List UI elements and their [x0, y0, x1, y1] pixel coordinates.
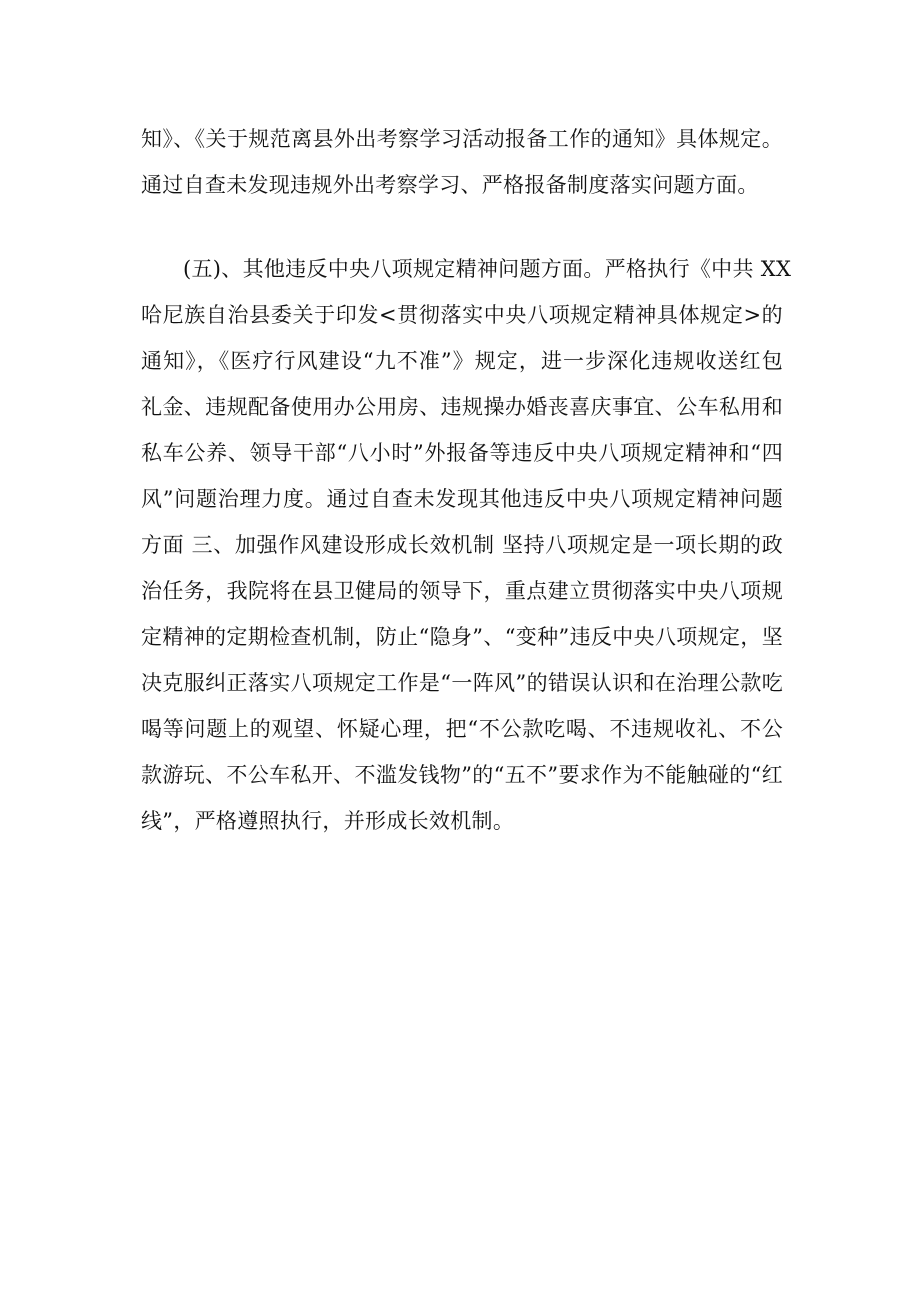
text-line: 通知》，《医疗行风建设“九不准”》规定，进一步深化违规收送红包 [141, 349, 783, 373]
document-body [141, 116, 792, 844]
text-line: 治任务，我院将在县卫健局的领导下，重点建立贯彻落实中央八项规 [141, 579, 783, 603]
text-line: 礼金、违规配备使用办公用房、违规操办婚丧喜庆事宜、公车私用和 [141, 395, 783, 419]
text-line: 哈尼族自治县委关于印发<贯彻落实中央八项规定精神具体规定>的 [141, 303, 783, 327]
text-line: 决克服纠正落实八项规定工作是“一阵风”的错误认识和在治理公款吃 [141, 671, 783, 695]
text-line: (五)、其他违反中央八项规定精神问题方面。严格执行《中共 XX [183, 257, 792, 281]
text-line: 款游玩、不公车私开、不滥发钱物”的“五不”要求作为不能触碰的“红 [141, 763, 783, 787]
paragraph-gap [141, 208, 783, 246]
text-line: 定精神的定期检查机制，防止“隐身”、“变种”违反中央八项规定，坚 [141, 625, 783, 649]
paragraph-inspection-study [141, 116, 783, 208]
text-line: 通过自查未发现违规外出考察学习、严格报备制度落实问题方面。 [141, 173, 759, 197]
text-line: 知》、《关于规范离县外出考察学习活动报备工作的通知》具体规定。 [141, 127, 783, 151]
text-line: 线”，严格遵照执行，并形成长效机制。 [141, 809, 515, 833]
text-line: 风”问题治理力度。通过自查未发现其他违反中央八项规定精神问题 [141, 487, 783, 511]
text-line: 方面 三、加强作风建设形成长效机制 坚持八项规定是一项长期的政 [141, 533, 783, 557]
paragraph-other-violations [141, 246, 792, 844]
text-line: 私车公养、领导干部“八小时”外报备等违反中央八项规定精神和“四 [141, 441, 783, 465]
text-line: 喝等问题上的观望、怀疑心理，把“不公款吃喝、不违规收礼、不公 [141, 717, 783, 741]
